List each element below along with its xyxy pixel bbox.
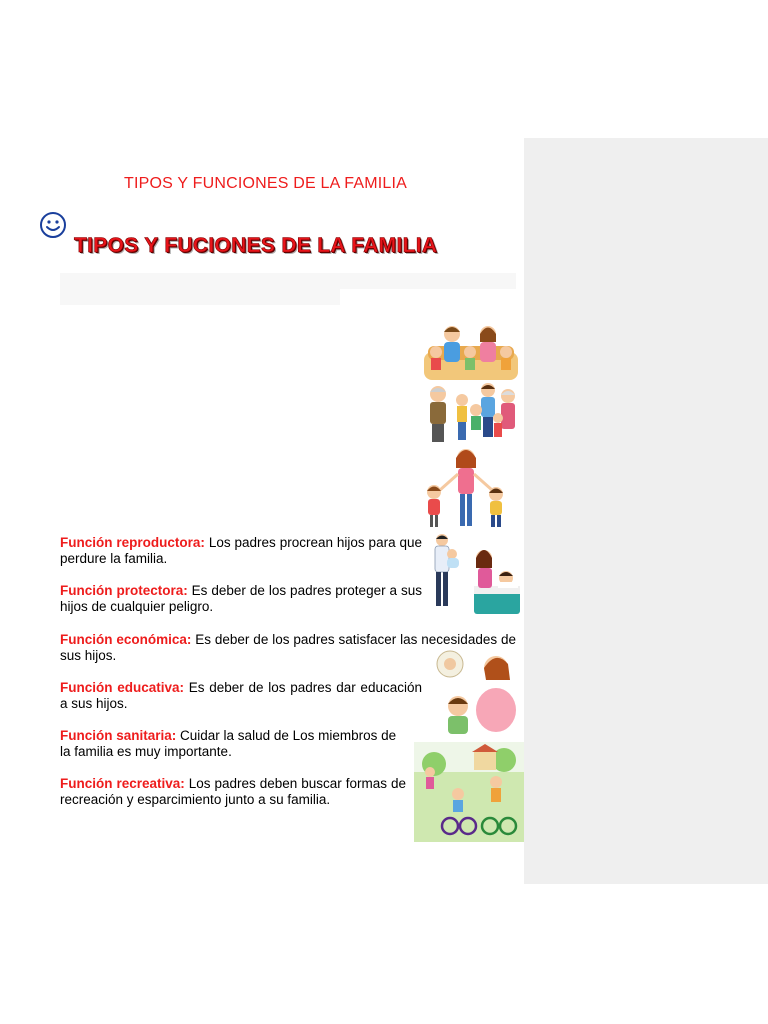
- document-heading: TIPOS Y FUNCIONES DE LA FAMILIA: [124, 175, 408, 192]
- family-cycling-park-illustration: [414, 742, 524, 842]
- function-label: Función reproductora:: [60, 535, 205, 550]
- function-text: Es deber de los padres dar educación a sus hijos.: [60, 680, 422, 711]
- sick-child-care-illustration: [470, 544, 522, 618]
- extended-family-illustration: [422, 382, 522, 444]
- function-paragraph: [60, 583, 422, 615]
- function-label: Función económica:: [60, 632, 192, 647]
- function-paragraph: [60, 680, 422, 712]
- comment-pane: [524, 138, 768, 884]
- function-text: Es deber de los padres proteger a sus hijos de cualquier peligro.: [60, 583, 423, 614]
- function-paragraph: [60, 535, 422, 567]
- wordart-title: TIPOS Y FUCIONES DE LA FAMILIA: [74, 234, 438, 257]
- function-text: Es deber de los padres satisfacer las necesidades de sus hijos.: [60, 632, 516, 663]
- function-label: Función sanitaria:: [60, 728, 177, 743]
- smiley-icon: [38, 210, 68, 240]
- function-paragraph: [60, 728, 406, 760]
- mother-children-illustration: [420, 444, 520, 530]
- function-label: Función educativa:: [60, 680, 184, 695]
- function-paragraph: [60, 776, 406, 808]
- highlight-band: [60, 273, 516, 289]
- family-sofa-illustration: [422, 322, 520, 384]
- function-paragraph: [60, 632, 516, 664]
- function-text: Los padres deben buscar formas de recreación y esparcimiento junto a su familia.: [60, 776, 406, 807]
- highlight-band: [60, 289, 340, 305]
- function-label: Función protectora:: [60, 583, 188, 598]
- function-text: Cuidar la salud de Los miembros de la familia es muy importante.: [60, 728, 397, 759]
- function-text: Los padres procrean hijos para que perdure la familia.: [60, 535, 423, 566]
- function-label: Función recreativa:: [60, 776, 185, 791]
- father-baby-illustration: [430, 532, 462, 610]
